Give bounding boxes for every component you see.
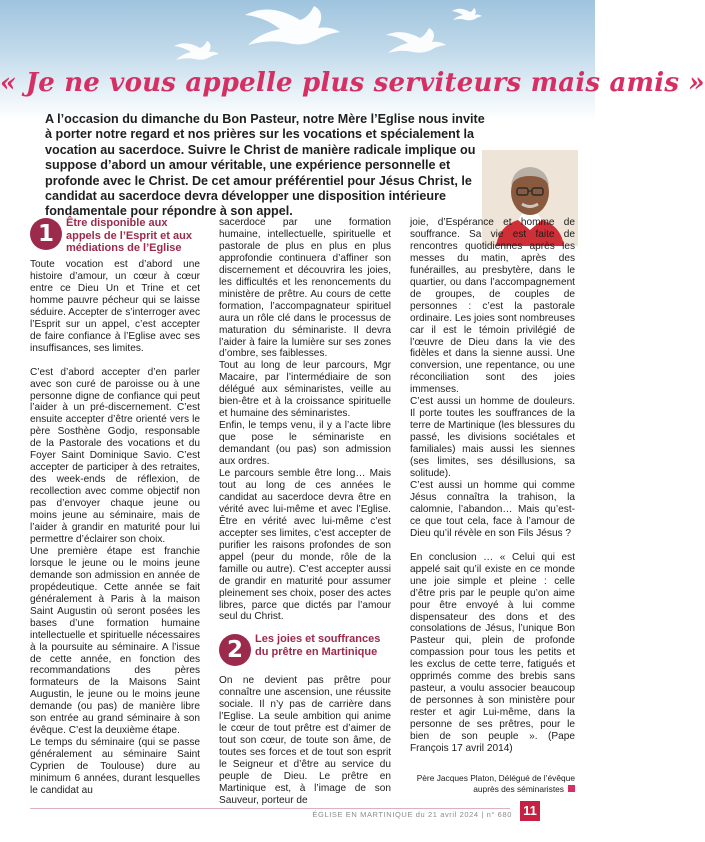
paragraph: Une première étape est franchie lorsque le jeune ou le moins jeune demande son admission en année de propédeutique. Cette année se fait généralement à Paris à la maison Saint Augustin où seront posées les bases d’une formation humaine intellectuelle et spirituelle nécessaires à la poursuite au séminaire. A l’issue de cette année, en fonction des recommandations des pères formateurs de la Maisons Saint Augustin, le jeune ou le moins jeune demande (ou pas) de manière libre son entrée au grand séminaire à son évêque. C’est la deuxième étape. — [30, 545, 200, 737]
square-end-icon — [568, 785, 575, 792]
paragraph: Enfin, le temps venu, il y a l’acte libre que pose le séminariste en demandant (ou pas) son admission aux ordres. — [219, 420, 391, 468]
paragraph: C’est aussi un homme de douleurs. Il porte toutes les souffrances de la terre de Martinique (les blessures du passé, les divisions sociétales et familiales) mais aussi les siennes (ses limites, ses désillusions, sa solitude). — [410, 396, 575, 480]
paragraph: C’est aussi un homme qui comme Jésus connaîtra la trahison, la calomnie, l’abandon… Mais qu’est-ce que tout cela, face à l’amour de Dieu qu’il révèle en son Fils Jésus ? — [410, 479, 575, 539]
footer-publication: ÉGLISE EN MARTINIQUE du 21 avril 2024 | n° 680 — [312, 810, 512, 819]
paragraph: C’est d’abord accepter d’en parler avec son curé de paroisse ou à une personne digne de confiance qui peut l’aider à un pré-discernement. C’est ensuite accepter d’être orienté vers le père Sosthène Godjo, responsable de la Pastorale des vocations et du Foyer Saint Dominique Savio. C’est accepter de participer à des retraites, des week-ends de réflexion, de recollection avec comme objectif non pas d’envoyer chaque jeune ou moins jeune au séminaire, mais de l’aider à grandir en maturité pour lui permettre d’éclairer son choix. — [30, 366, 200, 545]
footer-divider — [30, 808, 510, 809]
header-sky-banner — [0, 0, 705, 120]
number-badge-icon: 1 — [30, 218, 62, 250]
number-badge-icon: 2 — [219, 634, 251, 666]
dove-icon — [0, 0, 705, 120]
page-footer — [0, 804, 595, 826]
paragraph: Tout au long de leur parcours, Mgr Macaire, par l’intermédiaire de son délégué aux séminaristes, veille au bien-être et à la croissance spirituelle et humaine des séminaristes. — [219, 360, 391, 420]
section-2-title: Les joies et souffrances du prêtre en Martinique — [255, 633, 381, 658]
signature — [410, 773, 575, 795]
intro-paragraph: A l’occasion du dimanche du Bon Pasteur, notre Mère l’Eglise nous invite à porter notre regard et nos prières sur les vocations et spécialement la vocation au sacerdoce. Suivre le Christ de manière radicale implique ou suppose d’abord un amour véritable, une expérience personnelle et profonde avec le Christ. De cet amour préférentiel pour Jésus Christ, le candidat au sacerdoce devra développer une disposition intérieure fondamentale pour répondre à son appel. — [45, 112, 485, 219]
paragraph: joie, d’Espérance et homme de souffrance. Sa vie est faite de rencontres quotidiennes après les messes du matin, après des funérailles, au presbytère, dans le quartier, ou dans l’accompagnement de groupes, de couples de personnes : c’est la pastorale ordinaire. Les joies sont nombreuses car il est le témoin privilégié de l’œuvre de Dieu dans la vie des fidèles et dans la sienne aussi. Une conversion, une repentance, ou une réconciliation sont des joies immenses. — [410, 217, 575, 396]
signature-line-2: auprès des séminaristes — [473, 783, 564, 794]
paragraph: Toute vocation est d’abord une histoire d’amour, un cœur à cœur entre ce Dieu Un et Trine et cet homme pauvre pécheur qui se laisse séduire. Accepter de s’interroger avec l’Esprit sur un appel, c’est accepter de faire confiance à l’Eglise avec ses insuffisances, ses limites. — [30, 259, 200, 354]
section-1-heading — [30, 217, 200, 257]
signature-line-1: Père Jacques Platon, Délégué de l’évêque — [416, 772, 575, 783]
paragraph: Le temps du séminaire (qui se passe généralement au séminaire Saint Cyprien de Toulouse) dure au minimum 6 années, durant lesquelles le candidat au — [30, 737, 200, 796]
column-3 — [410, 217, 575, 795]
column-1 — [30, 217, 200, 797]
paragraph: sacerdoce par une formation humaine, intellectuelle, spirituelle et pastorale de plus en plus en plus approfondie continuera d’affiner son discernement et découvrira les joies, les difficultés et les renoncements du ministère de prêtre. Au cours de cette formation, l’accompagnateur spirituel aura un rôle clé dans le processus de maturation du séminariste. Il devra l’aider à faire la lumière sur ses zones d’ombre, ses faiblesses. — [219, 217, 391, 360]
section-1-title: Être disponible aux appels de l’Esprit et aux médiations de l’Eglise — [66, 217, 192, 254]
section-2-heading — [219, 633, 391, 673]
page-title: « Je ne vous appelle plus serviteurs mais amis » — [0, 68, 705, 98]
page-number: 11 — [520, 801, 540, 821]
column-2 — [219, 217, 391, 807]
paragraph: En conclusion … « Celui qui est appelé sait qu’il existe en ce monde une joie simple et pleine : celle d’être pris par le peuple qu’on aime pour être envoyé à lui comme dispensateur des dons et des consolations de Jésus, l’unique Bon Pasteur qui, plein de profonde compassion pour tous les petits et les exclus de cette terre, fatigués et opprimés comme des brebis sans pasteur, a voulu associer beaucoup de personnes à son ministère pour rester et agir Lui-même, dans la personne de ses prêtres, pour le bien de son peuple ». (Pape François 17 avril 2014) — [410, 551, 575, 754]
paragraph: Le parcours semble être long… Mais tout au long de ces années le candidat au sacerdoce devra être en vérité avec lui-même et avec l’Eglise. Être en vérité avec lui-même c’est accepter ses limites, c’est accepter de purifier les raisons profondes de son appel (peur du monde, rôle de la famille ou autre). C’est accepter aussi de grandir en maturité pour assumer pleinement ses choix, poser des actes libres, parce que dictés par l’amour seul du Christ. — [219, 468, 391, 623]
paragraph: On ne devient pas prêtre pour connaître une ascension, une réussite sociale. Il n’y pas de carrière dans l’Eglise. La seule ambition qui anime le cœur de tout prêtre est d’aimer de tout son cœur, de toute son âme, de toutes ses forces et de tout son esprit le Seigneur et d’être au service du peuple de Dieu. Le prêtre en Martinique est, à l’image de son Sauveur, porteur de — [219, 675, 391, 806]
